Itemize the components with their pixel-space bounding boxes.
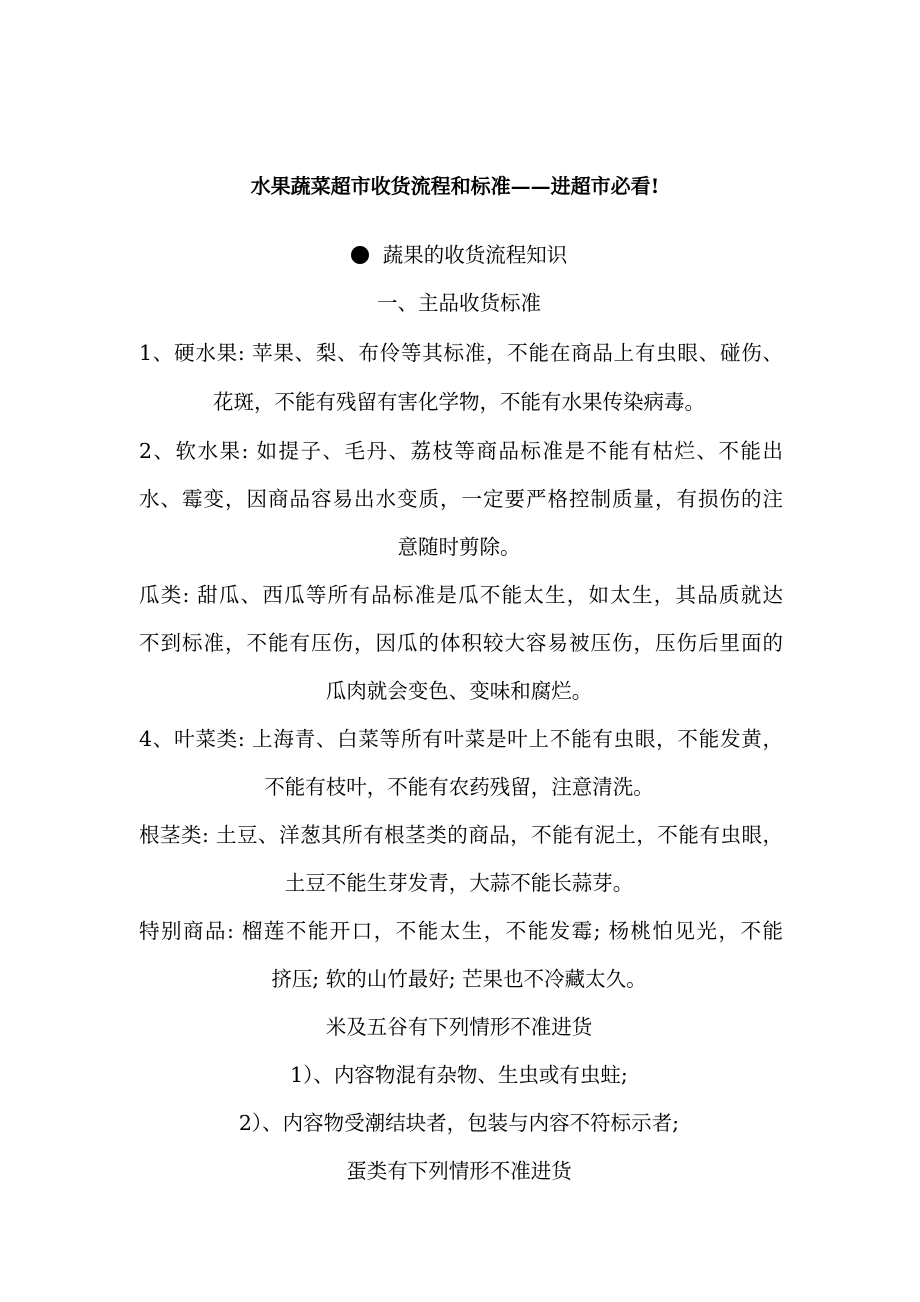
paragraph-line: 1、硬水果: 苹果、梨、布伶等其标准，不能在商品上有虫眼、碰伤、 bbox=[139, 341, 783, 365]
paragraph-line: 米及五谷有下列情形不准进货 bbox=[325, 1015, 593, 1039]
paragraph-line: 花斑，不能有残留有害化学物，不能有水果传染病毒。 bbox=[213, 390, 705, 414]
paragraph-line: 2、软水果: 如提子、毛丹、荔枝等商品标准是不能有枯烂、不能出 bbox=[139, 439, 783, 463]
sub-heading: 一、主品收货标准 bbox=[377, 291, 541, 315]
paragraph-line: 2）、内容物受潮结块者，包装与内容不符标示者; bbox=[238, 1111, 680, 1135]
document-title: 水果蔬菜超市收货流程和标准——进超市必看! bbox=[250, 174, 660, 198]
paragraph-line: 4、叶菜类: 上海青、白菜等所有叶菜是叶上不能有虫眼，不能发黄， bbox=[139, 727, 783, 751]
paragraph-line: 瓜肉就会变色、变味和腐烂。 bbox=[325, 679, 593, 703]
paragraph-line: 不能有枝叶，不能有农药残留，注意清洗。 bbox=[264, 775, 654, 799]
bullet-icon bbox=[351, 246, 369, 264]
paragraph-line: 根茎类: 土豆、洋葱其所有根茎类的商品，不能有泥土，不能有虫眼， bbox=[139, 823, 783, 847]
paragraph-line: 水、霉变，因商品容易出水变质，一定要严格控制质量，有损伤的注 bbox=[139, 487, 783, 511]
paragraph-line: 不到标准，不能有压伤，因瓜的体积较大容易被压伤，压伤后里面的 bbox=[139, 631, 783, 655]
section-heading-text: 蔬果的收货流程知识 bbox=[382, 243, 568, 267]
paragraph-line: 瓜类: 甜瓜、西瓜等所有品标准是瓜不能太生，如太生，其品质就达 bbox=[139, 583, 783, 607]
paragraph-line: 意随时剪除。 bbox=[397, 535, 521, 559]
paragraph-line: 特别商品: 榴莲不能开口，不能太生，不能发霉; 杨桃怕见光，不能 bbox=[139, 919, 783, 943]
paragraph-line: 土豆不能生芽发青，大蒜不能长蒜芽。 bbox=[284, 871, 634, 895]
section-heading bbox=[0, 240, 918, 270]
paragraph-line: 1）、内容物混有杂物、生虫或有虫蛀; bbox=[290, 1063, 628, 1087]
paragraph-line: 挤压; 软的山竹最好; 芒果也不冷藏太久。 bbox=[271, 967, 647, 991]
paragraph-line: 蛋类有下列情形不准进货 bbox=[346, 1159, 572, 1183]
